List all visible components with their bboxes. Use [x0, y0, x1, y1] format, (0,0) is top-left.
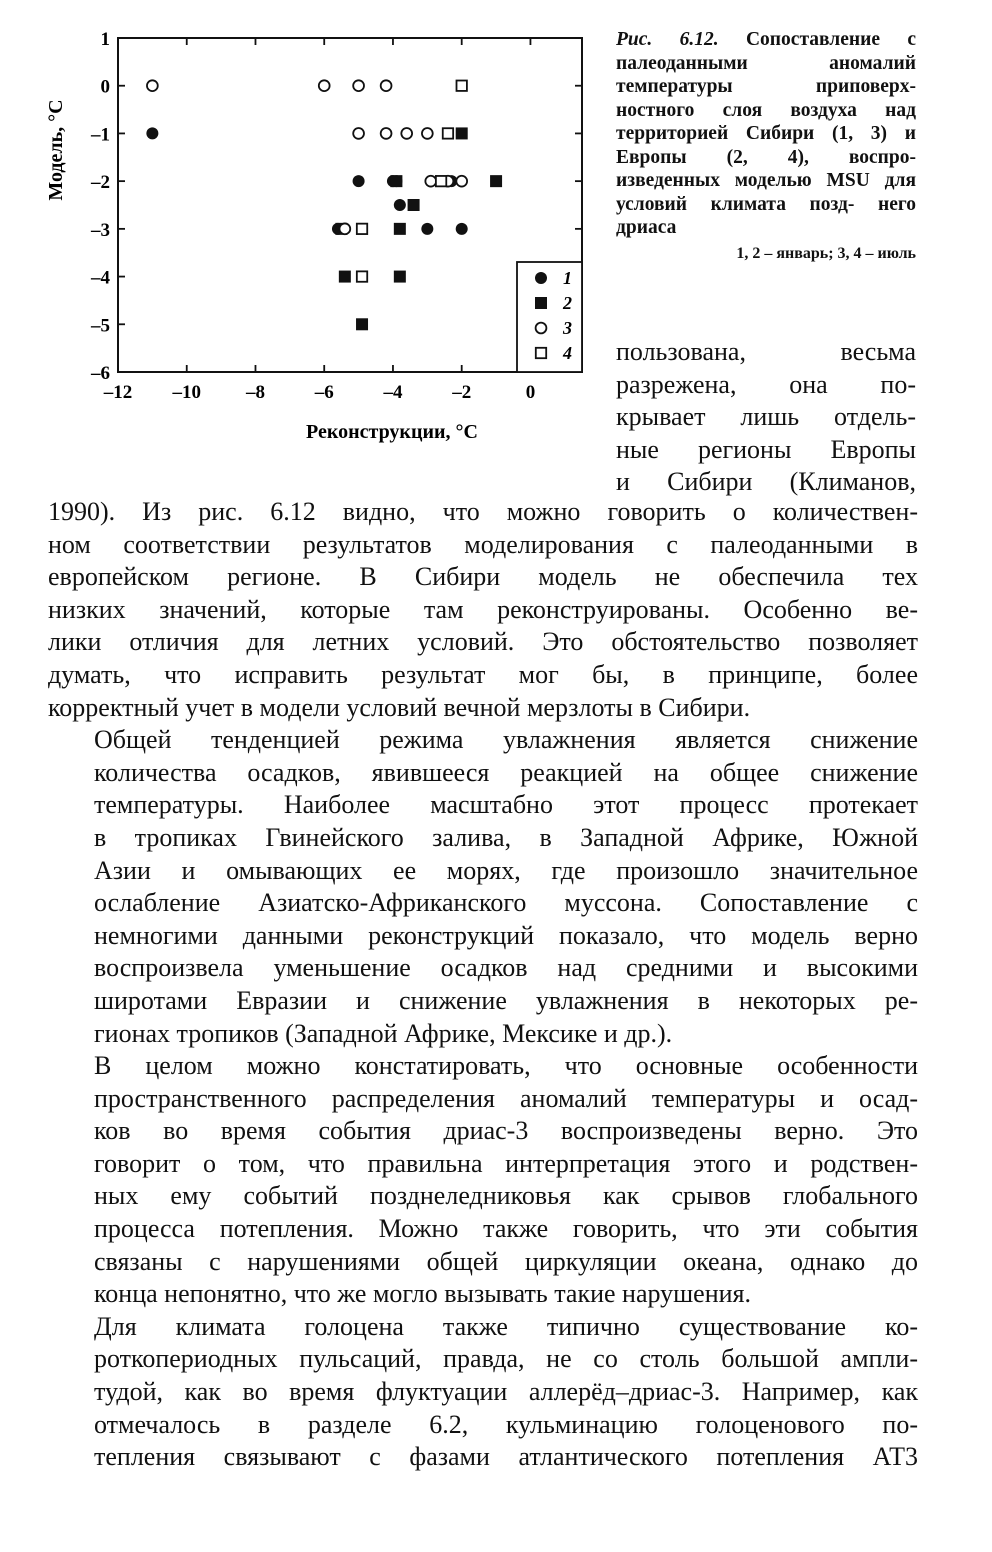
data-point-series-4: [357, 224, 367, 234]
data-point-series-3: [381, 128, 392, 139]
text-line: Общей тенденцией режима увлажнения является снижение: [94, 725, 918, 755]
text-line: низких значений, которые там реконструированы. Особенно ве-: [48, 594, 918, 624]
scatter-chart: [0, 0, 600, 460]
x-tick-label: –4: [383, 382, 403, 403]
x-tick-label: –10: [172, 382, 201, 403]
wrap-text: [616, 336, 916, 499]
x-axis-label: Реконструкции, °С: [306, 421, 478, 443]
text-line: думать, что исправить результат мог бы, в принципе, более: [48, 659, 918, 689]
y-tick-label: –6: [91, 363, 110, 384]
data-point-series-4: [457, 81, 467, 91]
text-line: роткопериодных пульсаций, правда, не со столь большой ампли-: [94, 1344, 918, 1374]
paragraph: [48, 1311, 918, 1474]
text-line: крывает лишь отдель-: [616, 402, 916, 432]
text-line: ном соответствии результатов моделирования с палеоданными в: [48, 529, 918, 559]
data-point-series-2: [456, 127, 468, 139]
text-line: ные регионы Европы: [616, 434, 916, 464]
x-tick-label: 0: [525, 382, 536, 403]
text-line: процесса потепления. Можно также говорить, что эти события: [94, 1214, 918, 1244]
caption-line: территорией Сибири (1, 3): [616, 123, 888, 144]
data-point-series-1: [146, 127, 158, 139]
body-text: [48, 496, 918, 1474]
legend-label: 4: [563, 343, 572, 363]
text-line: Азии и омывающих ее морях, где произошло значительное: [94, 855, 918, 885]
data-point-series-4: [436, 176, 446, 186]
data-point-series-4: [443, 128, 453, 138]
data-point-series-2: [339, 271, 351, 283]
text-line: и Сибири (Климанов,: [616, 467, 916, 497]
caption-line: него дриаса: [616, 193, 916, 238]
data-point-series-1: [421, 223, 433, 235]
text-line: говорит о том, что правильна интерпретация этого и родствен-: [94, 1148, 918, 1178]
y-tick-label: –1: [91, 124, 110, 146]
text-line: в тропиках Гвинейского залива, в Западной Африке, Южной: [94, 822, 918, 852]
text-line: ослабление Азиатско-Африканского муссона. Сопоставление с: [94, 888, 918, 918]
text-line: тудой, как во время флуктуации аллерёд–дриас-3. Например, как: [94, 1377, 918, 1407]
x-tick-label: –12: [103, 382, 133, 403]
data-point-series-1: [456, 223, 468, 235]
text-line: связаны с нарушениями общей циркуляции океана, однако до: [94, 1246, 918, 1276]
legend-label: 2: [563, 293, 572, 313]
caption-line: с палеоданными аномалий: [616, 29, 917, 74]
caption-line: Сопоставление: [745, 29, 881, 50]
text-line: Для климата голоцена также типично существование ко-: [94, 1311, 918, 1341]
text-line: отмечалось в разделе 6.2, кульминацию голоценового по-: [94, 1409, 918, 1439]
data-point-series-2: [490, 175, 502, 187]
x-tick-label: –6: [314, 382, 334, 403]
data-point-series-2: [394, 271, 406, 283]
y-axis-label: Модель, °С: [45, 99, 67, 201]
text-line: конца непонятно, что же могло вызывать такие нарушения.: [94, 1279, 751, 1309]
y-tick-label: –3: [91, 219, 110, 241]
data-point-series-4: [357, 271, 367, 281]
text-line: немногими данными реконструкций показало, что модель верно: [94, 920, 918, 950]
text-line: В целом можно констатировать, что основные особенности: [94, 1051, 918, 1081]
x-tick-label: –2: [452, 382, 472, 403]
paragraph: [48, 724, 918, 1050]
text-line: ных ему событий позднеледниковья как срывов глобального: [94, 1181, 918, 1211]
text-line: разрежена, она по-: [616, 369, 916, 399]
legend-marker-1: [535, 272, 547, 284]
data-point-series-3: [422, 128, 433, 139]
data-point-series-2: [408, 199, 420, 211]
text-line: пространственного распределения аномалий температуры и осад-: [94, 1083, 918, 1113]
legend-marker-2: [535, 297, 547, 309]
data-point-series-3: [353, 80, 364, 91]
text-line: температуры. Наиболее масштабно этот процесс протекает: [94, 790, 918, 820]
text-line: гионах тропиков (Западной Африке, Мексике и др.).: [94, 1018, 673, 1048]
text-line: корректный учет в модели условий вечной мерзлоты в Сибири.: [48, 692, 751, 722]
legend-marker-4: [536, 348, 546, 358]
data-point-series-3: [456, 176, 467, 187]
data-point-series-3: [401, 128, 412, 139]
text-line: количества осадков, явившееся реакцией на общее снижение: [94, 757, 918, 787]
caption-line: ностного слоя воздуха над: [616, 99, 916, 121]
text-line: тепления связывают с фазами атлантического потепления АТ3: [94, 1442, 918, 1472]
paragraph: [48, 1050, 918, 1311]
data-point-series-3: [339, 223, 350, 234]
y-tick-label: 1: [100, 29, 110, 50]
legend-label: 1: [563, 268, 572, 288]
legend-marker-3: [536, 323, 547, 334]
text-line: европейском регионе. В Сибири модель не обеспечила тех: [48, 562, 918, 592]
data-point-series-2: [390, 175, 402, 187]
text-line: воспроизвела уменьшение осадков над средними и высокими: [94, 953, 918, 983]
x-tick-label: –8: [245, 382, 265, 403]
text-line: ков во время события дриас-3 воспроизведены верно. Это: [94, 1116, 918, 1146]
data-point-series-3: [147, 80, 158, 91]
data-point-series-1: [353, 175, 365, 187]
plot-area: [118, 38, 582, 372]
data-point-series-3: [425, 176, 436, 187]
caption-line: температуры приповерх-: [616, 76, 916, 97]
y-tick-label: 0: [100, 76, 110, 98]
paragraph: [48, 496, 918, 724]
caption-line: для условий климата позд-: [616, 170, 917, 215]
data-point-series-1: [394, 199, 406, 211]
legend-label: 3: [563, 318, 572, 338]
caption-line: изведенных моделью MSU: [616, 170, 870, 191]
data-point-series-3: [319, 80, 330, 91]
y-tick-label: –4: [91, 267, 110, 289]
caption-line: и Европы (2, 4), воспро-: [616, 123, 916, 168]
data-point-series-2: [394, 223, 406, 235]
figure-caption: [616, 28, 916, 265]
data-point-series-2: [356, 318, 368, 330]
text-line: пользована, весьма: [616, 337, 916, 366]
text-line: лики отличия для летних условий. Это обстоятельство позволяет: [48, 627, 918, 657]
legend-box: [517, 262, 582, 372]
caption-legend: 1, 2 – январь; 3, 4 – июль: [736, 244, 916, 262]
text-line: широтами Евразии и снижение увлажнения в некоторых ре-: [94, 985, 918, 1015]
data-point-series-3: [381, 80, 392, 91]
y-tick-label: –2: [91, 172, 110, 194]
y-tick-label: –5: [91, 315, 110, 337]
caption-title: Рис. 6.12.: [616, 29, 719, 50]
data-point-series-3: [353, 128, 364, 139]
text-line: 1990). Из рис. 6.12 видно, что можно говорить о количествен-: [48, 497, 918, 526]
